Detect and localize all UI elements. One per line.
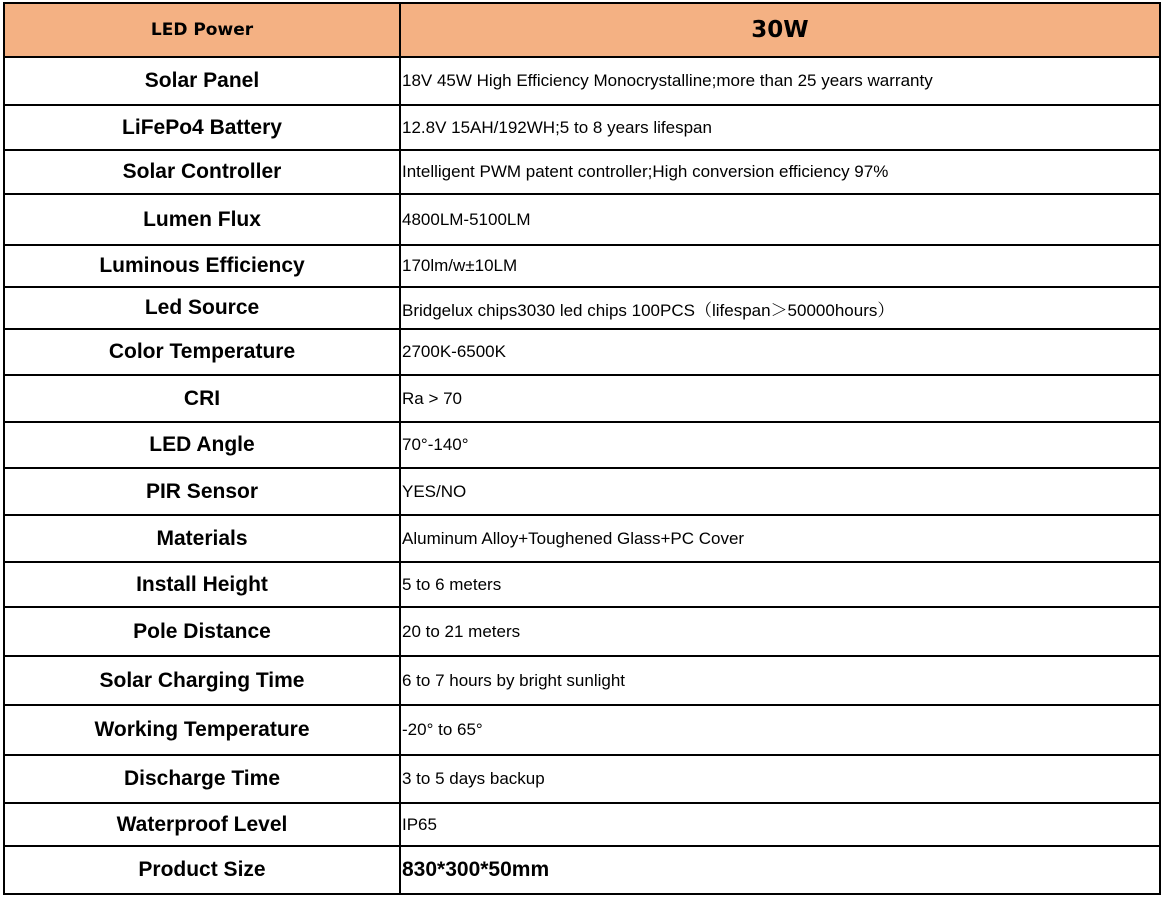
table-row [4, 562, 1160, 607]
row-label: Lumen Flux [4, 194, 400, 245]
row-value: 12.8V 15AH/192WH;5 to 8 years lifespan [400, 105, 1160, 150]
row-label: Working Temperature [4, 705, 400, 755]
row-label: PIR Sensor [4, 468, 400, 515]
table-header-row [4, 3, 1160, 57]
row-label: Solar Charging Time [4, 656, 400, 705]
row-value: 4800LM-5100LM [400, 194, 1160, 245]
header-value: 30W [400, 3, 1160, 57]
table-row [4, 607, 1160, 656]
table-row [4, 329, 1160, 375]
row-label: Pole Distance [4, 607, 400, 656]
row-value: 20 to 21 meters [400, 607, 1160, 656]
table-row [4, 755, 1160, 803]
row-label: Solar Panel [4, 57, 400, 105]
row-label: Color Temperature [4, 329, 400, 375]
table-row [4, 468, 1160, 515]
row-value: 6 to 7 hours by bright sunlight [400, 656, 1160, 705]
table-row [4, 194, 1160, 245]
row-value: Ra > 70 [400, 375, 1160, 422]
table-row [4, 515, 1160, 562]
table-row [4, 245, 1160, 287]
table-row [4, 287, 1160, 329]
table-row [4, 150, 1160, 194]
row-value: IP65 [400, 803, 1160, 846]
row-label: Discharge Time [4, 755, 400, 803]
row-label: Product Size [4, 846, 400, 894]
table-row [4, 375, 1160, 422]
row-label: LiFePo4 Battery [4, 105, 400, 150]
row-label: Materials [4, 515, 400, 562]
table-row [4, 846, 1160, 894]
row-value: Aluminum Alloy+Toughened Glass+PC Cover [400, 515, 1160, 562]
row-value: Bridgelux chips3030 led chips 100PCS（lifespan＞50000hours） [400, 287, 1160, 329]
spec-table [3, 2, 1161, 895]
row-value: 170lm/w±10LM [400, 245, 1160, 287]
row-label: LED Angle [4, 422, 400, 468]
row-label: Solar Controller [4, 150, 400, 194]
row-value: 18V 45W High Efficiency Monocrystalline;more than 25 years warranty [400, 57, 1160, 105]
row-value: 5 to 6 meters [400, 562, 1160, 607]
row-label: Install Height [4, 562, 400, 607]
row-label: CRI [4, 375, 400, 422]
table-row [4, 803, 1160, 846]
row-label: Luminous Efficiency [4, 245, 400, 287]
row-label: Led Source [4, 287, 400, 329]
table-row [4, 705, 1160, 755]
header-label: LED Power [4, 3, 400, 57]
row-label: Waterproof Level [4, 803, 400, 846]
row-value: 830*300*50mm [400, 846, 1160, 894]
table-row [4, 105, 1160, 150]
table-row [4, 422, 1160, 468]
row-value: YES/NO [400, 468, 1160, 515]
row-value: -20° to 65° [400, 705, 1160, 755]
table-row [4, 656, 1160, 705]
table-row [4, 57, 1160, 105]
row-value: 3 to 5 days backup [400, 755, 1160, 803]
row-value: 2700K-6500K [400, 329, 1160, 375]
row-value: Intelligent PWM patent controller;High conversion efficiency 97% [400, 150, 1160, 194]
row-value: 70°-140° [400, 422, 1160, 468]
